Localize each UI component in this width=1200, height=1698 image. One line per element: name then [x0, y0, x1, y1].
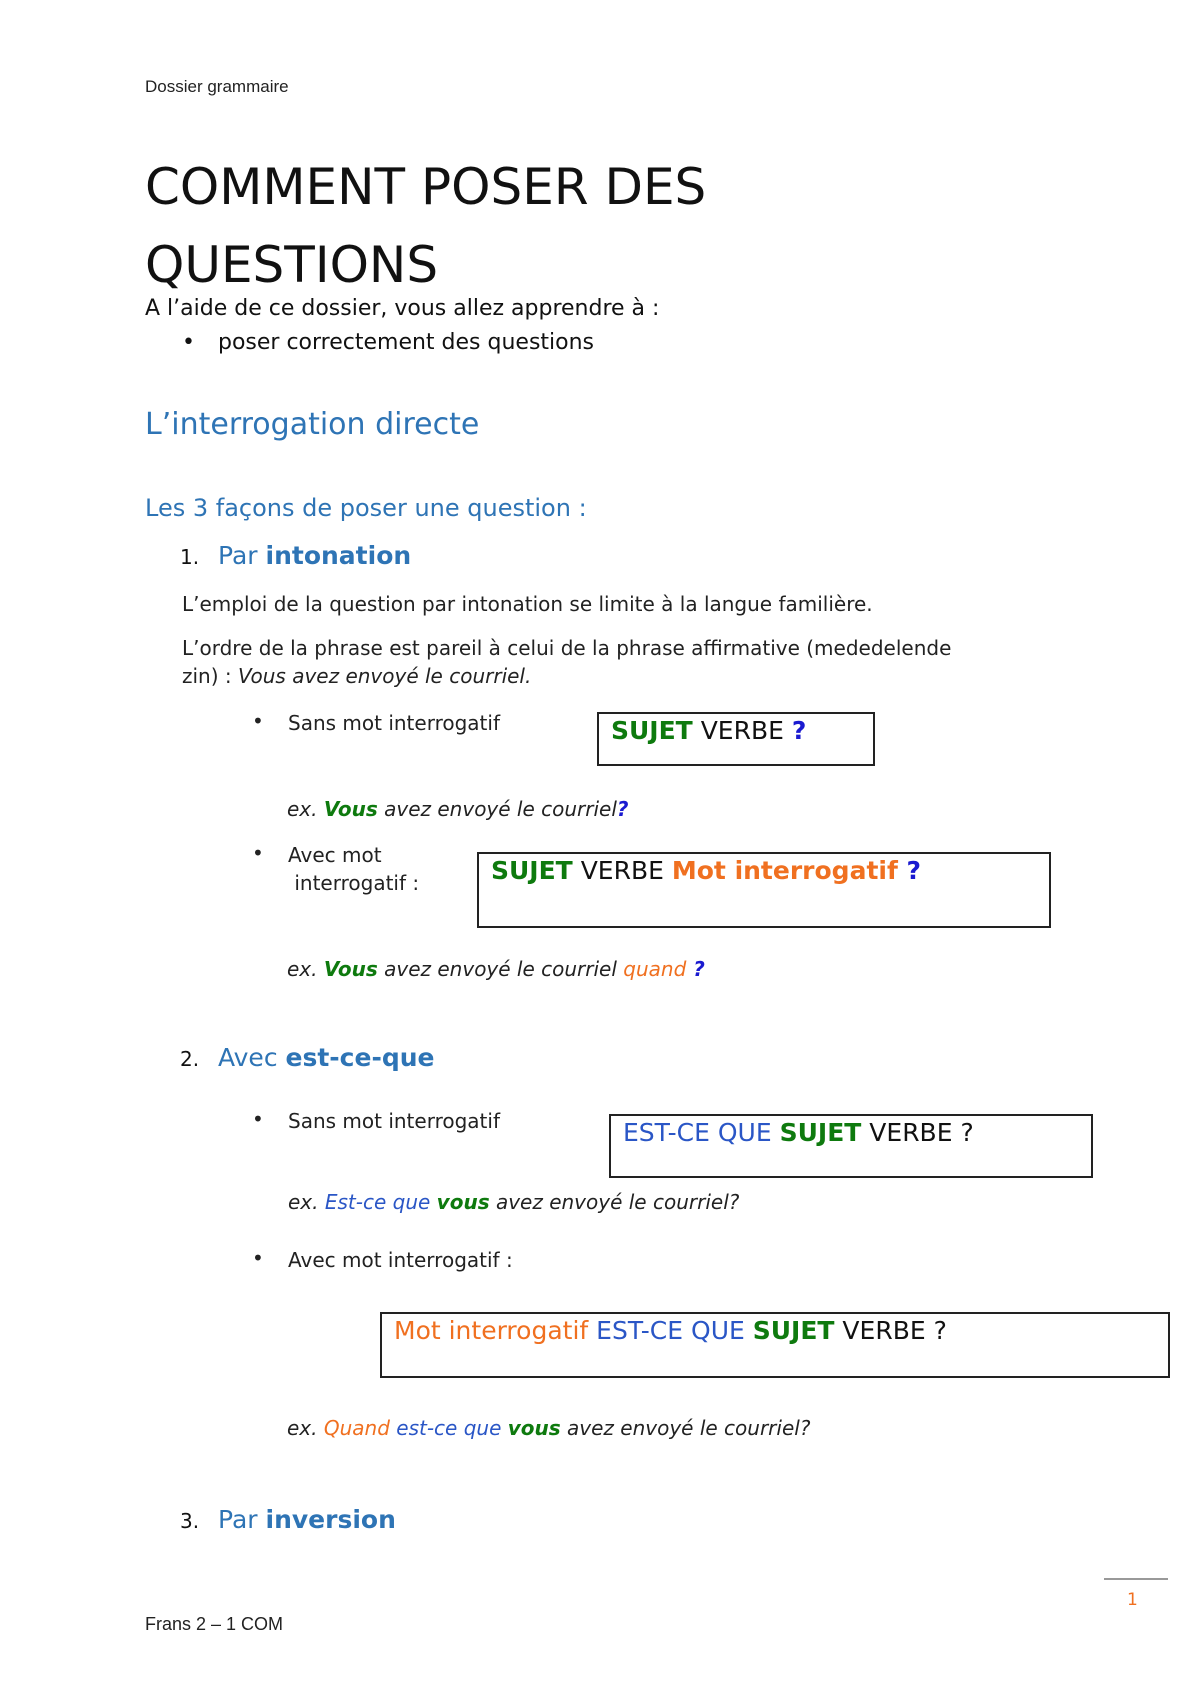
- heading-est-ce-que: [180, 1043, 434, 1072]
- example-sujet: Vous: [323, 957, 378, 981]
- formula-mot-interrogatif: Mot interrogatif: [671, 856, 898, 885]
- title-line-2: QUESTIONS: [145, 236, 439, 294]
- formula-verbe: VERBE: [572, 856, 672, 885]
- bullet-dot: •: [252, 1246, 264, 1270]
- bullet-dot: •: [182, 330, 195, 355]
- formula-question-mark: ?: [791, 716, 807, 745]
- example-sujet: vous: [436, 1190, 490, 1214]
- paragraph-usage: L’emploi de la question par intonation se limite à la langue familière.: [182, 592, 873, 616]
- formula-sujet: SUJET: [779, 1118, 862, 1147]
- example-2a: [288, 1190, 739, 1214]
- formula-verbe: VERBE: [692, 716, 792, 745]
- example-rest: avez envoyé le courriel?: [560, 1416, 811, 1440]
- heading-pre: Avec: [218, 1043, 278, 1072]
- formula-sujet: SUJET: [491, 856, 573, 885]
- bullet-dot: •: [252, 841, 264, 865]
- page-number: 1: [1127, 1590, 1138, 1610]
- example-mot-interrogatif: quand: [623, 957, 687, 981]
- example-1b: [287, 957, 705, 981]
- formula-mot-interrogatif: Mot interrogatif: [394, 1316, 589, 1345]
- heading-number: 2.: [180, 1047, 200, 1071]
- heading-intonation: [180, 541, 411, 570]
- heading-keyword: intonation: [265, 541, 412, 570]
- section-subheading: Les 3 façons de poser une question :: [145, 494, 587, 522]
- formula-sujet: SUJET: [752, 1316, 835, 1345]
- bullet-dot: •: [252, 1107, 264, 1131]
- formula-verbe: VERBE ?: [861, 1118, 974, 1147]
- formula-est-ce-que: EST-CE QUE: [623, 1118, 780, 1147]
- formula-box-sujet-verbe-mot: [477, 852, 1051, 928]
- example-question-mark: ?: [616, 797, 629, 821]
- example-prefix: ex.: [287, 957, 324, 981]
- heading-pre: Par: [218, 541, 258, 570]
- page-footer: Frans 2 – 1 COM: [145, 1614, 284, 1634]
- formula-box-mot-est-ce-que: [380, 1312, 1170, 1378]
- page-title: [145, 148, 945, 304]
- example-rest: avez envoyé le courriel: [377, 797, 617, 821]
- page-number-rule: [1104, 1578, 1168, 1580]
- paragraph-order-line2: zin) :: [182, 664, 238, 688]
- intro-bullet-text: poser correctement des questions: [218, 330, 595, 355]
- heading-pre: Par: [218, 1505, 258, 1534]
- intro-text: A l’aide de ce dossier, vous allez apprendre à :: [145, 296, 660, 321]
- heading-number: 1.: [180, 545, 200, 569]
- bullet-text: Sans mot interrogatif: [288, 711, 500, 735]
- bullet-text-line1: Avec mot: [288, 843, 382, 867]
- formula-question-mark: ?: [897, 856, 922, 885]
- formula-box-sujet-verbe: [597, 712, 875, 766]
- section-heading: L’interrogation directe: [145, 407, 480, 442]
- bullet-dot: •: [252, 709, 264, 733]
- example-est-ce-que: est-ce que: [396, 1416, 502, 1440]
- formula-box-est-ce-que: [609, 1114, 1093, 1178]
- example-rest: avez envoyé le courriel: [377, 957, 624, 981]
- heading-inversion: [180, 1505, 396, 1534]
- formula-est-ce-que: EST-CE QUE: [588, 1316, 753, 1345]
- title-line-1: COMMENT POSER DES: [145, 158, 707, 216]
- example-sujet: Vous: [323, 797, 378, 821]
- example-1a: [287, 797, 629, 821]
- heading-keyword: inversion: [265, 1505, 396, 1534]
- example-est-ce-que: Est-ce que: [324, 1190, 431, 1214]
- paragraph-order-example: Vous avez envoyé le courriel.: [238, 664, 532, 688]
- bullet-text-line2: interrogatif :: [294, 871, 420, 895]
- paragraph-order-line1: L’ordre de la phrase est pareil à celui de la phrase affirmative (mededelende: [182, 636, 952, 660]
- example-sujet: vous: [507, 1416, 561, 1440]
- example-mot-interrogatif: Quand: [323, 1416, 390, 1440]
- formula-sujet: SUJET: [611, 716, 693, 745]
- example-question-mark: ?: [686, 957, 705, 981]
- bullet-text: Sans mot interrogatif: [288, 1109, 500, 1133]
- page-header: Dossier grammaire: [145, 77, 289, 96]
- paragraph-order: [182, 634, 1082, 690]
- heading-number: 3.: [180, 1509, 200, 1533]
- bullet-text: Avec mot interrogatif :: [288, 1248, 513, 1272]
- example-prefix: ex.: [287, 797, 324, 821]
- bullet-text: [288, 841, 419, 897]
- example-2b: [287, 1416, 810, 1440]
- example-prefix: ex.: [288, 1190, 325, 1214]
- example-rest: avez envoyé le courriel?: [489, 1190, 740, 1214]
- example-prefix: ex.: [287, 1416, 324, 1440]
- heading-keyword: est-ce-que: [285, 1043, 435, 1072]
- formula-verbe: VERBE ?: [834, 1316, 947, 1345]
